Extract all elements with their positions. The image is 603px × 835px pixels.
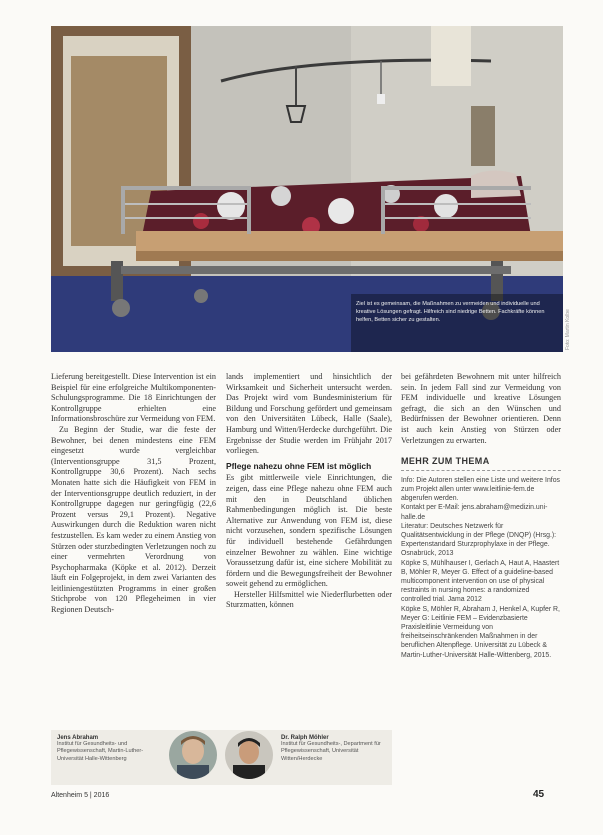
paragraph: Hersteller Hilfsmittel wie Niederflurbetten oder Sturzmatten, können — [226, 589, 392, 610]
infobox-line: Literatur: Deutsches Netzwerk für Qualitätsentwicklung in der Pflege (DNQP) (Hrsg.): Expertenstandard Sturzprophylaxe in der Pflege. Osnabrück, 2013 — [401, 522, 557, 558]
text-column-1 — [51, 372, 216, 616]
infobox-line: Köpke S, Möhler R, Abraham J, Henkel A, Kupfer R, Meyer G: Leitlinie FEM – Evidenzbasierte Praxisleitlinie Vermeidung von freiheitseinschränkenden Maßnahmen in der beruflichen Altenpflege. Universität zu Lübeck & Martin-Luther-Universität Halle-Wittenberg, 2015. — [401, 605, 560, 659]
text-column-2 — [226, 372, 392, 611]
infobox-title: MEHR ZUM THEMA — [401, 456, 490, 467]
author-affiliation: Institut für Gesundheits- und Pflegewissenschaft, Martin-Luther-Universität Halle-Wittenberg — [57, 741, 144, 762]
paragraph: Zu Beginn der Studie, war die feste der Bewohner, bei denen mindestens eine FEM eingesetzt wurde vergleichbar (Interventionsgruppe 31,5 Prozent, Kontrollgruppe 30,6 Prozent). Nach sechs Monaten hatte sich die Häufigkeit von FEM in der Interventionsgruppe deutlich reduziert, in der Kontrollgruppe dagegen nur geringfügig (22,6 Prozent versus 29,1 Prozent). Negative Auswirkungen durch die Reduktion waren nicht festzustellen. Es kam weder zu einem Anstieg von Stürzen oder sturzbedingten Verletzungen noch zu einer vermehrten Verordnung von Psychopharmaka (Köpke et al. 2012). Derzeit läuft ein Folgeprojekt, in dem zwei Varianten des leitliniengestützten Programms in einer großen Stichprobe von 120 Pflegeheimen in vier Regionen Deutsch- — [51, 424, 216, 615]
avatar — [169, 731, 217, 779]
infobox-line: Info: Die Autoren stellen eine Liste und weitere Infos zum Projekt allen unter www.leitlinie-fem.de abgerufen werden. — [401, 476, 560, 503]
author-name: Dr. Ralph Möhler — [281, 735, 329, 741]
infobox — [401, 470, 561, 660]
avatar — [225, 731, 273, 779]
paragraph: Es gibt mittlerweile viele Einrichtungen, die zeigen, dass eine Pflege nahezu ohne FEM auch mit den in Deutschland üblichen Rahmenbedingungen möglich ist. Die beste Alternative zur Anwendung von FEM ist, diese nicht vorzusehen, sondern spezifische Lösungen für individuell bestehende Gefährdungen einzelner Bewohner zu wählen. Eine wichtige Voraussetzung dafür ist, eine sichere Mobilität zu fördern und die Bewegungsfreiheit der Bewohner soweit gehend zu ermöglichen. — [226, 473, 392, 589]
page-footer: Altenheim 5 | 2016 — [51, 792, 110, 799]
paragraph: bei gefährdeten Bewohnern mit unter hilfreich sein. In jedem Fall sind zur Vermeidung von FEM individuelle und kreative Lösungen gefragt, die sich an den Wünschen und Bedürfnissen der Bewohner orientieren. Denn ist auch kein Anstieg von Stürzen oder Verletzungen zu erwarten. — [401, 372, 561, 445]
author-card — [57, 735, 222, 783]
infobox-line: Kontakt per E-Mail: jens.abraham@medizin.uni-halle.de — [401, 504, 548, 521]
page-number: 45 — [533, 789, 545, 800]
text-column-3 — [401, 372, 561, 660]
author-portrait-icon — [225, 731, 273, 779]
paragraph: Lieferung bereitgestellt. Diese Intervention ist ein Beispiel für eine erfolgreiche Multikomponenten-Schulungsprogramme. Die 18 Einrichtungen der Kontrollgruppe erhielten eine Informationsbroschüre zur Vermeidung von FEM. — [51, 372, 216, 424]
paragraph: lands implementiert und hinsichtlich der Wirksamkeit und Sicherheit untersucht werden. Das Projekt wird vom Bundesministerium für Bildung und Forschung gefördert und gemeinsam von den Universitäten Lübeck, Halle (Saale), Hamburg und Witten/Herdecke durchgeführt. Die Ergebnisse der Studie werden im Frühjahr 2017 vorliegen. — [226, 372, 392, 456]
photo-caption: Ziel ist es gemeinsam, die Maßnahmen zu vermeiden und individuelle und kreative Lösungen gefragt. Hilfreich sind niedrige Betten. Fachkräfte können helfen, Betten sicher zu gestalten. — [356, 301, 545, 323]
author-portrait-icon — [169, 731, 217, 779]
author-box — [51, 730, 392, 785]
section-subheading: Pflege nahezu ohne FEM ist möglich — [226, 460, 372, 471]
author-affiliation: Institut für Gesundheits-, Department für Pflegewissenschaft, Universität Witten/Herdecke — [281, 741, 381, 762]
photo-credit: Foto: Martin Kolbe — [565, 309, 571, 350]
author-name: Jens Abraham — [57, 735, 99, 741]
author-card — [225, 735, 390, 783]
infobox-line: Köpke S, Mühlhauser I, Gerlach A, Haut A, Haastert B, Möhler R, Meyer G. Effect of a guideline-based multicomponent intervention on use of physical restraints in nursing homes: a randomized controlled trial. Jama 2012 — [401, 559, 560, 604]
